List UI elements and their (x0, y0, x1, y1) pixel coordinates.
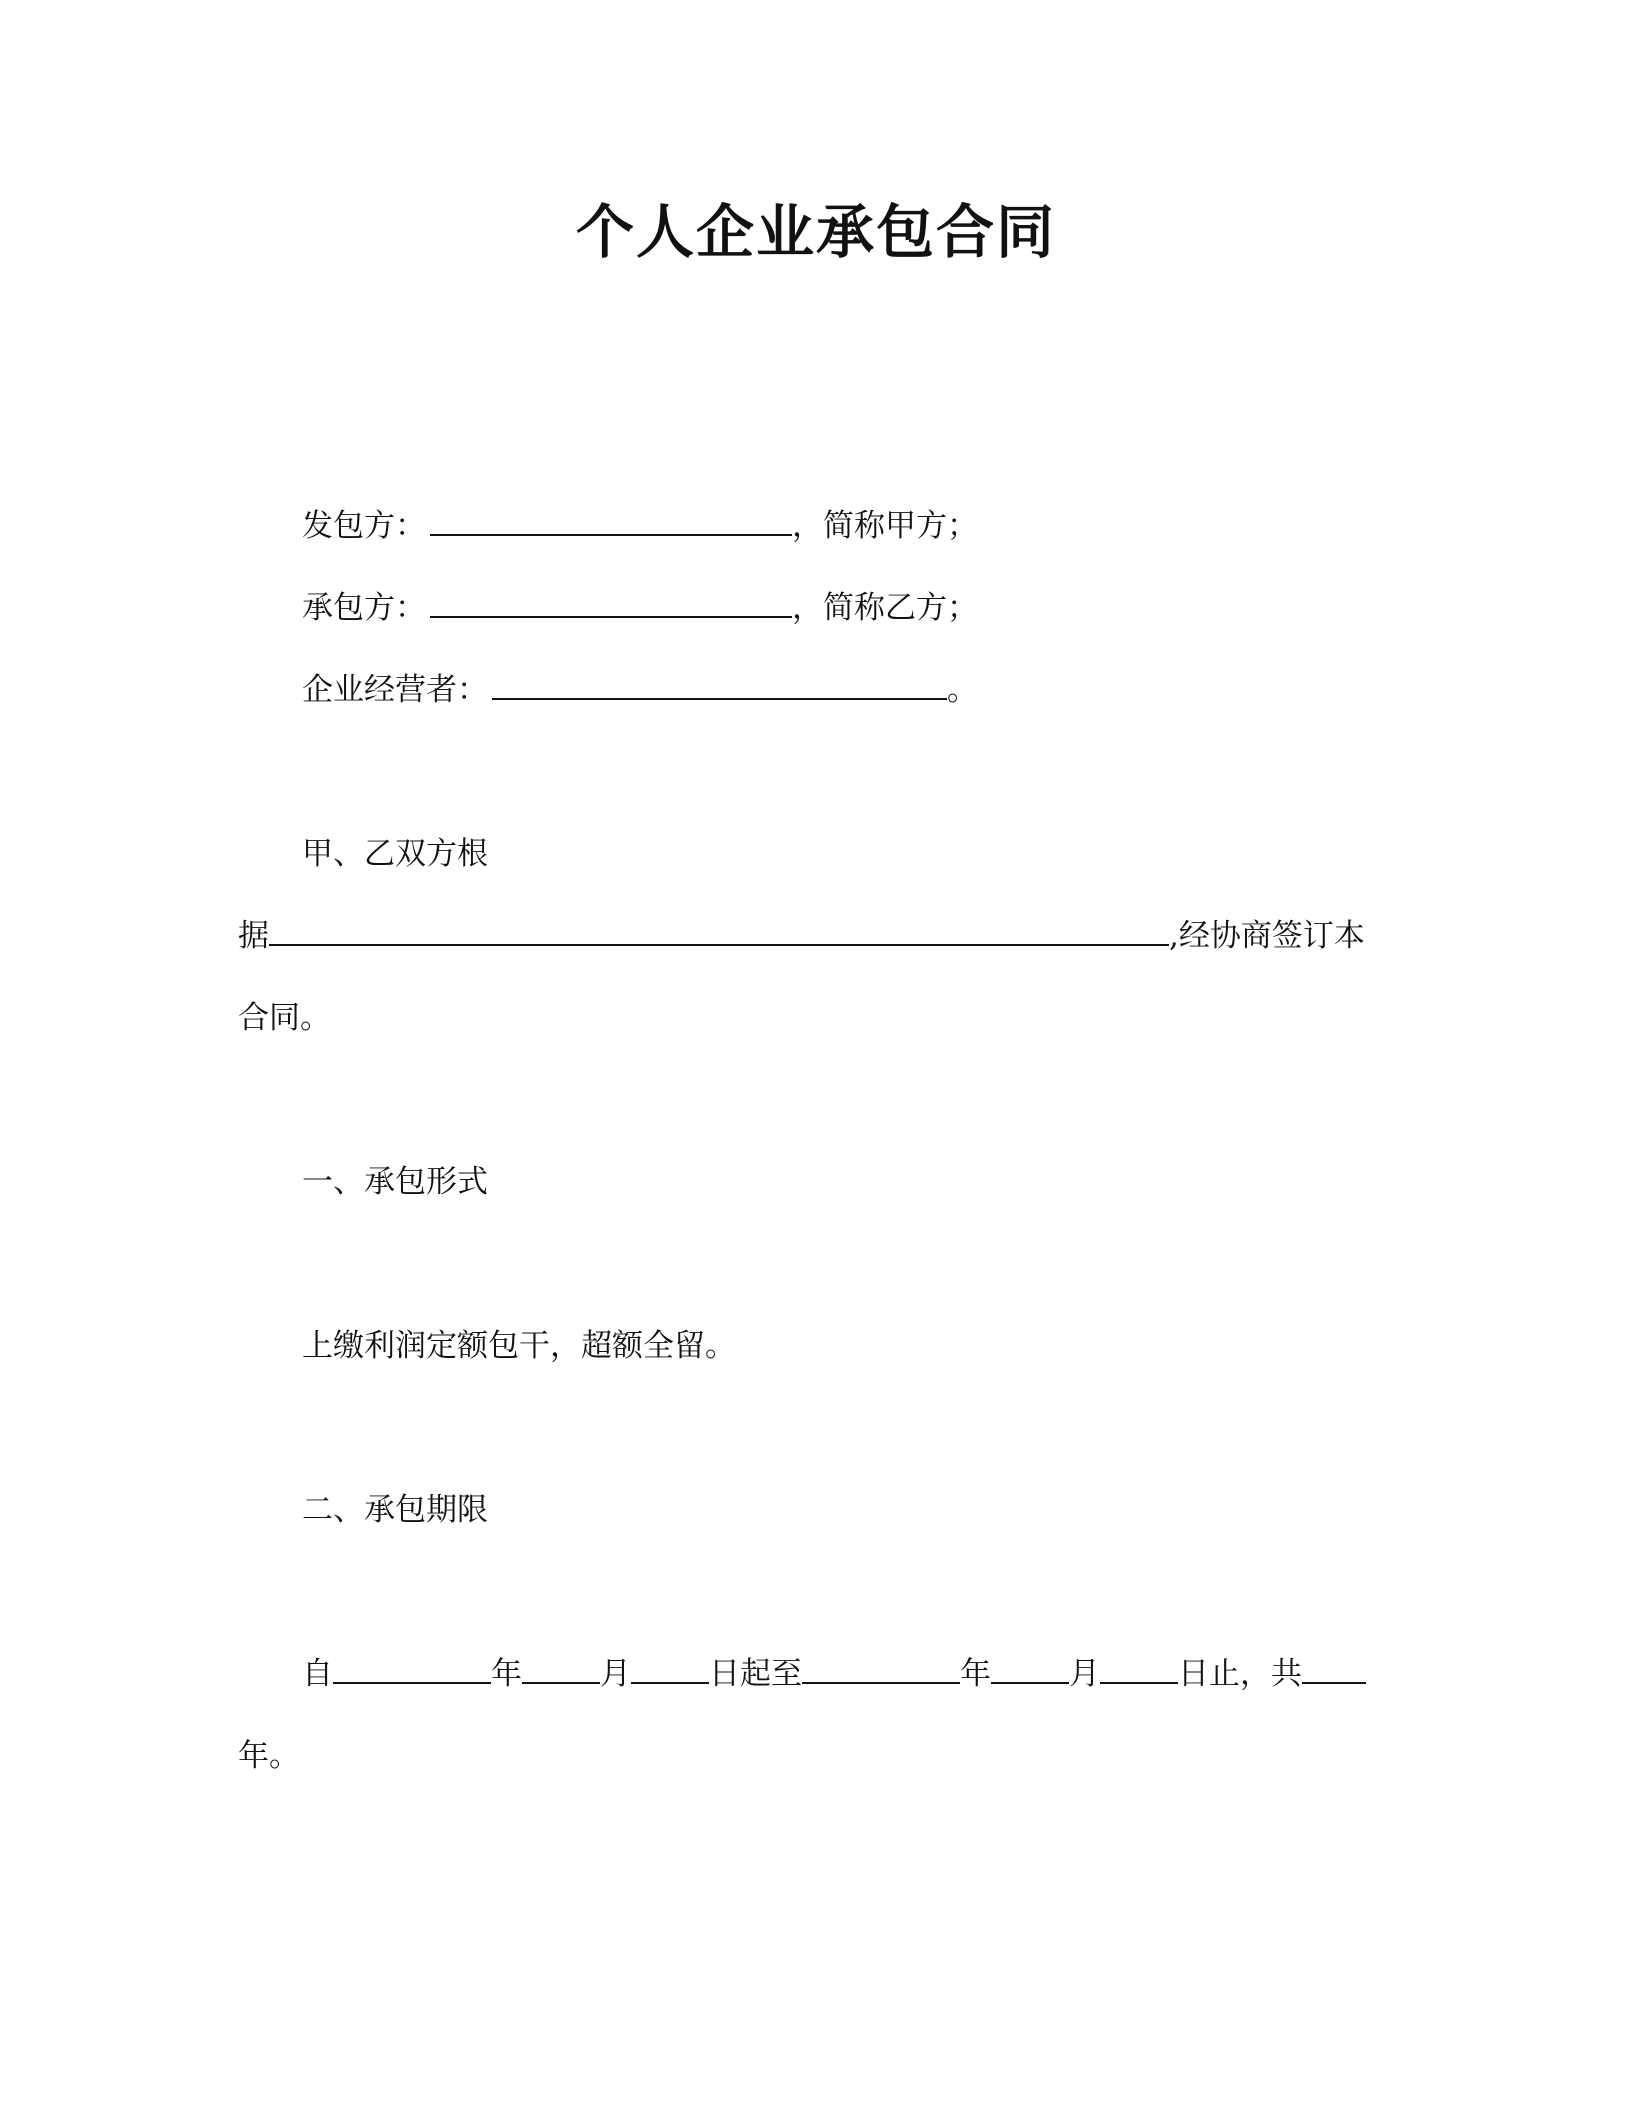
contractor-suffix: ，简称乙方； (792, 590, 978, 626)
term-year-1: 年 (491, 1656, 522, 1692)
document-title: 个人企业承包合同 (575, 198, 1056, 266)
end-year-blank[interactable] (802, 1652, 960, 1684)
preamble-prefix: 据 (238, 918, 269, 954)
preamble-suffix: ,经协商签订本 (1169, 918, 1365, 954)
section-1-heading: 一、承包形式 (302, 1164, 488, 1200)
issuer-label: 发包方： (302, 508, 426, 544)
term-day-1: 日起至 (709, 1656, 802, 1692)
end-month-blank[interactable] (991, 1652, 1069, 1684)
term-from: 自 (302, 1656, 333, 1692)
term-line (302, 1652, 1366, 1696)
operator-line (302, 668, 978, 712)
preamble-line-3: 合同。 (238, 1000, 331, 1036)
end-day-blank[interactable] (1100, 1652, 1178, 1684)
contractor-label: 承包方： (302, 590, 426, 626)
operator-label: 企业经营者： (302, 672, 488, 708)
operator-blank[interactable] (492, 668, 947, 700)
start-day-blank[interactable] (631, 1652, 709, 1684)
basis-blank[interactable] (269, 914, 1169, 946)
issuer-line (302, 504, 978, 548)
issuer-suffix: ，简称甲方； (792, 508, 978, 544)
preamble-line-1: 甲、乙双方根 (302, 836, 488, 872)
preamble-line-2 (238, 914, 1365, 958)
term-year-2: 年 (960, 1656, 991, 1692)
term-month-1: 月 (600, 1656, 631, 1692)
term-line-end: 年。 (238, 1738, 300, 1774)
term-years-blank[interactable] (1302, 1652, 1366, 1684)
section-2-heading: 二、承包期限 (302, 1492, 488, 1528)
start-month-blank[interactable] (522, 1652, 600, 1684)
contractor-blank[interactable] (430, 586, 792, 618)
start-year-blank[interactable] (333, 1652, 491, 1684)
term-day-2: 日止，共 (1178, 1656, 1302, 1692)
operator-suffix: 。 (947, 672, 978, 708)
contractor-line (302, 586, 978, 630)
issuer-blank[interactable] (430, 504, 792, 536)
section-1-body: 上缴利润定额包干，超额全留。 (302, 1328, 736, 1364)
term-month-2: 月 (1069, 1656, 1100, 1692)
